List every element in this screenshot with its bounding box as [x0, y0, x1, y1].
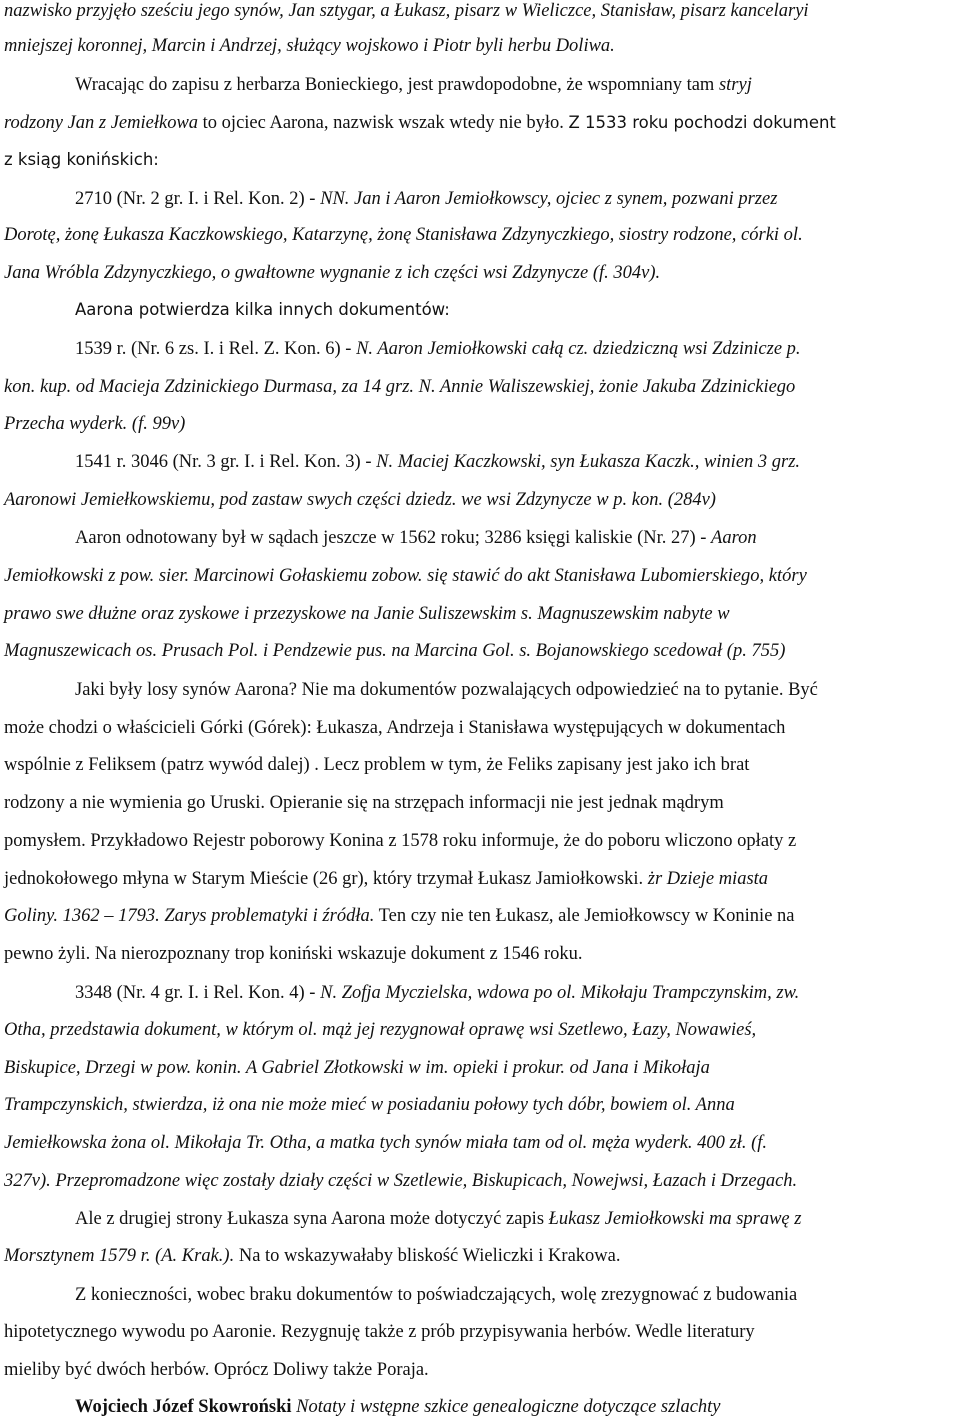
text-line: [4, 717, 950, 739]
text-run: Aarona potwierdza kilka innych dokumentów:: [75, 300, 450, 319]
text-line: [4, 905, 950, 927]
italic-text-run: Notaty i wstępne szkice genealogiczne dotyczące szlachty: [291, 1397, 721, 1417]
text-line: [4, 1359, 950, 1381]
text-line: [4, 112, 950, 134]
italic-text-run: mniejszej koronnej, Marcin i Andrzej, służący wojskowo i Piotr byli herbu Doliwa.: [4, 36, 615, 56]
italic-text-run: N. Maciej Kaczkowski, syn Łukasza Kaczk., winien 3 grz.: [376, 452, 801, 472]
text-run: Z 1533 roku pochodzi dokument: [568, 113, 836, 132]
text-line: [4, 1019, 950, 1041]
text-run: to ojciec Aarona, nazwisk wszak wtedy nie było.: [198, 113, 569, 133]
text-line: [4, 1057, 950, 1079]
italic-text-run: Otha, przedstawia dokument, w którym ol. mąż jej rezygnował oprawę wsi Szetlewo, Łazy, Nowawieś,: [4, 1020, 757, 1040]
text-line: [4, 376, 950, 398]
text-run: Wracając do zapisu z herbarza Bonieckiego, jest prawdopodobne, że wspomniany tam: [75, 75, 719, 95]
text-run: jednokołowego młyna w Starym Mieście (26 gr), który trzymał Łukasz Jamiołkowski.: [4, 869, 648, 889]
italic-text-run: NN. Jan i Aaron Jemiołkowscy, ojciec z synem, pozwani przez: [320, 189, 778, 209]
text-line: [4, 1132, 950, 1154]
italic-text-run: Morsztynem 1579 r. (A. Krak.).: [4, 1246, 235, 1266]
italic-text-run: Dorotę, żonę Łukasza Kaczkowskiego, Katarzynę, żonę Stanisława Zdzynyczkiego, siostry rodzone, córki ol.: [4, 225, 803, 245]
italic-text-run: żr Dzieje miasta: [647, 869, 769, 889]
text-line: [75, 188, 950, 210]
text-line: [75, 679, 950, 701]
italic-text-run: nazwisko przyjęło sześciu jego synów, Jan sztygar, a Łukasz, pisarz w Wieliczce, Stanisław, pisarz kancelaryi: [4, 1, 809, 21]
italic-text-run: N. Zofja Myczielska, wdowa po ol. Mikołaju Trampczynskim, zw.: [320, 983, 800, 1003]
text-line: [4, 1094, 950, 1116]
italic-text-run: rodzony Jan z Jemiełkowa: [4, 113, 199, 133]
text-line: [4, 35, 950, 57]
italic-text-run: 327v). Przepromadzone więc zostały działy części w Szetlewie, Biskupicach, Nowejwsi, Łazach i Drzegach.: [4, 1171, 798, 1191]
text-line: [75, 982, 950, 1004]
text-run: mieliby być dwóch herbów. Oprócz Doliwy także Poraja.: [4, 1360, 429, 1380]
text-line: [4, 224, 950, 246]
text-run: Ten czy nie ten Łukasz, ale Jemiołkowscy w Koninie na: [374, 906, 795, 926]
text-line: [4, 0, 950, 22]
italic-text-run: Biskupice, Drzegi w pow. konin. A Gabriel Złotkowski w im. opieki i prokur. od Jana i Mikołaja: [4, 1058, 710, 1078]
text-run: może chodzi o właścicieli Górki (Górek): Łukasza, Andrzeja i Stanisława występujących w dokumentach: [4, 718, 786, 738]
text-run: 1539 r. (Nr. 6 zs. I. i Rel. Z. Kon. 6) -: [75, 339, 357, 359]
text-line: [4, 603, 950, 625]
text-run: Na to wskazywałaby bliskość Wieliczki i Krakowa.: [234, 1246, 621, 1266]
text-line: [75, 1284, 950, 1306]
italic-text-run: Magnuszewicach os. Prusach Pol. i Pendzewie pus. na Marcina Gol. s. Bojanowskiego scedował (p. 755): [4, 641, 786, 661]
text-run: pewno żyli. Na nierozpoznany trop koniński wskazuje dokument z 1546 roku.: [4, 944, 583, 964]
text-line: [4, 1245, 950, 1267]
text-run: Aaron odnotowany był w sądach jeszcze w 1562 roku; 3286 księgi kaliskie (Nr. 27) -: [75, 528, 712, 548]
text-run: Jaki były losy synów Aarona? Nie ma dokumentów pozwalających odpowiedzieć na to pytanie. Być: [75, 680, 818, 700]
italic-text-run: Jemiełkowska żona ol. Mikołaja Tr. Otha, a matka tych synów miała tam od ol. męża wyderk. 400 zł. (f.: [4, 1133, 768, 1153]
text-line: [75, 338, 950, 360]
italic-text-run: stryj: [718, 75, 752, 95]
text-run: 2710 (Nr. 2 gr. I. i Rel. Kon. 2) -: [75, 189, 321, 209]
text-line: [75, 1208, 950, 1230]
text-run: 3348 (Nr. 4 gr. I. i Rel. Kon. 4) -: [75, 983, 321, 1003]
text-line: [4, 943, 950, 965]
text-line: [4, 640, 950, 662]
text-line: [75, 1396, 950, 1418]
text-line: [4, 754, 950, 776]
text-line: [4, 868, 950, 890]
italic-text-run: kon. kup. od Macieja Zdzinickiego Durmasa, za 14 grz. N. Annie Waliszewskiej, żonie Jakuba Zdzinickiego: [4, 377, 796, 397]
text-line: [75, 299, 950, 321]
text-line: [4, 1170, 950, 1192]
text-line: [75, 74, 950, 96]
text-line: [4, 1321, 950, 1343]
text-line: [4, 830, 950, 852]
text-run: z ksiąg konińskich:: [4, 150, 159, 169]
italic-text-run: Aaronowi Jemiełkowskiemu, pod zastaw swych części dziedz. we wsi Zdzynycze w p. kon. (284v): [4, 490, 716, 510]
italic-text-run: Jana Wróbla Zdzynyczkiego, o gwałtowne wygnanie z ich części wsi Zdzynycze (f. 304v).: [4, 263, 661, 283]
bold-text-run: Wojciech Józef Skowroński: [75, 1397, 292, 1417]
text-line: [75, 451, 950, 473]
text-run: Z konieczności, wobec braku dokumentów to poświadczających, wolę zrezygnować z budowania: [75, 1285, 798, 1305]
text-run: pomysłem. Przykładowo Rejestr poborowy Konina z 1578 roku informuje, że do poboru wliczono opłaty z: [4, 831, 797, 851]
text-run: wspólnie z Feliksem (patrz wywód dalej) . Lecz problem w tym, że Feliks zapisany jest jako ich brat: [4, 755, 750, 775]
text-line: [4, 489, 950, 511]
italic-text-run: Jemiołkowski z pow. sier. Marcinowi Gołaskiemu zobow. się stawić do akt Stanisława Lubomierskiego, który: [4, 566, 807, 586]
text-line: [4, 565, 950, 587]
italic-text-run: prawo swe dłużne oraz zyskowe i przezyskowe na Janie Suliszewskim s. Magnuszewskim nabyte w: [4, 604, 730, 624]
text-line: [4, 149, 950, 171]
italic-text-run: Przecha wyderk. (f. 99v): [4, 414, 186, 434]
text-line: [4, 792, 950, 814]
text-line: [75, 527, 950, 549]
text-run: rodzony a nie wymienia go Uruski. Opieranie się na strzępach informacji nie jest jednak mądrym: [4, 793, 724, 813]
text-line: [4, 413, 950, 435]
text-run: Ale z drugiej strony Łukasza syna Aarona może dotyczyć zapis: [75, 1209, 549, 1229]
italic-text-run: N. Aaron Jemiołkowski całą cz. dziedziczną wsi Zdzinicze p.: [356, 339, 801, 359]
text-run: hipotetycznego wywodu po Aaronie. Rezygnuję także z prób przypisywania herbów. Wedle literatury: [4, 1322, 755, 1342]
italic-text-run: Trampczynskich, stwierdza, iż ona nie może mieć w posiadaniu połowy tych dóbr, bowiem ol. Anna: [4, 1095, 735, 1115]
text-line: [4, 262, 950, 284]
italic-text-run: Łukasz Jemiołkowski ma sprawę z: [548, 1209, 802, 1229]
text-run: 1541 r. 3046 (Nr. 3 gr. I. i Rel. Kon. 3) -: [75, 452, 377, 472]
italic-text-run: Goliny. 1362 – 1793. Zarys problematyki i źródła.: [4, 906, 375, 926]
italic-text-run: Aaron: [711, 528, 757, 548]
